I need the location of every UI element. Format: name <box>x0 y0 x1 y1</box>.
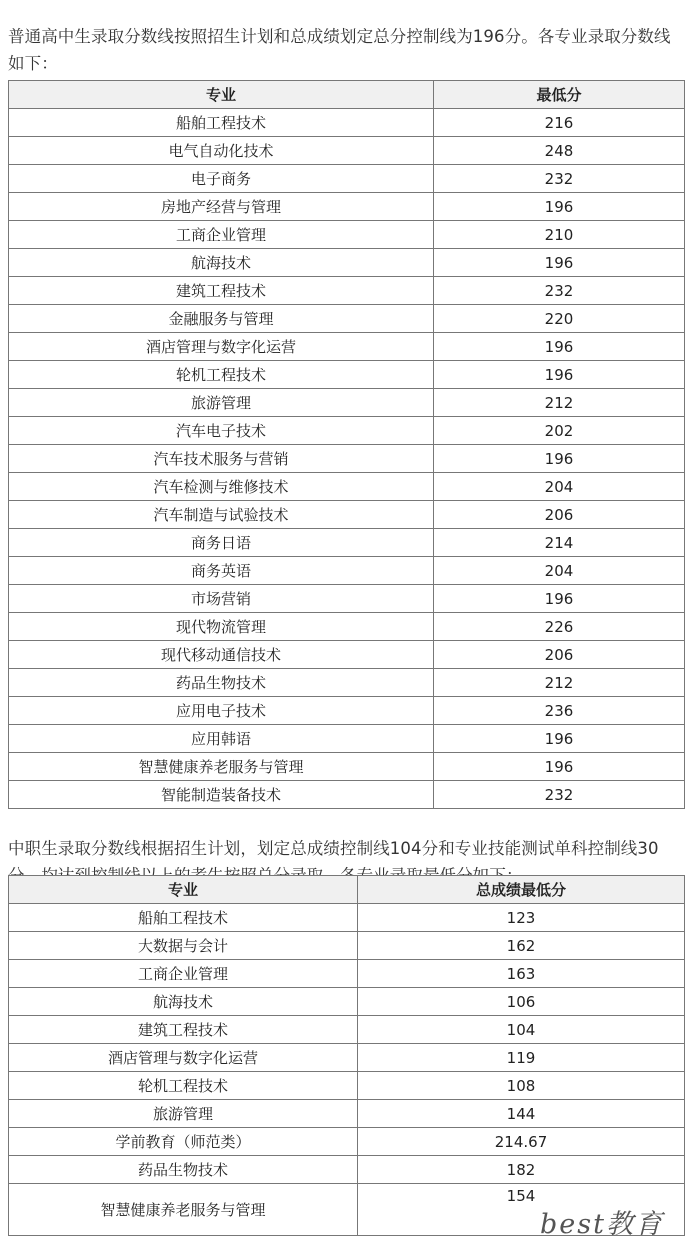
watermark-logo: best教育 <box>540 1209 664 1240</box>
table-row <box>9 557 685 585</box>
major-cell: 建筑工程技术 <box>9 1016 358 1044</box>
score-cell: 106 <box>358 988 685 1016</box>
major-cell: 大数据与会计 <box>9 932 358 960</box>
table-row <box>9 585 685 613</box>
column-header-min-score: 最低分 <box>434 81 685 109</box>
score-cell: 206 <box>434 501 685 529</box>
major-cell: 工商企业管理 <box>9 960 358 988</box>
table-row <box>9 193 685 221</box>
major-cell: 市场营销 <box>9 585 434 613</box>
score-cell: 232 <box>434 781 685 809</box>
major-cell: 商务英语 <box>9 557 434 585</box>
table-row <box>9 613 685 641</box>
table-row <box>9 501 685 529</box>
table-row <box>9 1128 685 1156</box>
score-cell: 196 <box>434 445 685 473</box>
table-row <box>9 165 685 193</box>
table-row <box>9 960 685 988</box>
score-cell: 214.67 <box>358 1128 685 1156</box>
major-cell: 酒店管理与数字化运营 <box>9 333 434 361</box>
major-cell: 旅游管理 <box>9 1100 358 1128</box>
score-cell: 212 <box>434 389 685 417</box>
score-cell: 163 <box>358 960 685 988</box>
table-row <box>9 473 685 501</box>
major-cell: 航海技术 <box>9 988 358 1016</box>
major-cell: 电子商务 <box>9 165 434 193</box>
table-row <box>9 932 685 960</box>
score-cell: 196 <box>434 249 685 277</box>
table-row <box>9 1100 685 1128</box>
table-row <box>9 221 685 249</box>
table-row <box>9 305 685 333</box>
table-row <box>9 445 685 473</box>
score-cell: 202 <box>434 417 685 445</box>
vocational-intro-paragraph: 中职生录取分数线根据招生计划，划定总成绩控制线104分和专业技能测试单科控制线30 <box>8 838 659 858</box>
major-cell: 旅游管理 <box>9 389 434 417</box>
table-row <box>9 1156 685 1184</box>
major-cell: 智慧健康养老服务与管理 <box>9 1184 358 1236</box>
major-cell: 船舶工程技术 <box>9 109 434 137</box>
major-cell: 汽车检测与维修技术 <box>9 473 434 501</box>
table-row <box>9 333 685 361</box>
major-cell: 汽车电子技术 <box>9 417 434 445</box>
score-cell: 182 <box>358 1156 685 1184</box>
vocational-admission-table <box>8 875 685 1236</box>
major-cell: 药品生物技术 <box>9 1156 358 1184</box>
score-cell: 196 <box>434 753 685 781</box>
score-cell: 232 <box>434 165 685 193</box>
table-row <box>9 361 685 389</box>
score-cell: 204 <box>434 473 685 501</box>
table-row <box>9 137 685 165</box>
general-admission-table <box>8 80 685 809</box>
major-cell: 现代移动通信技术 <box>9 641 434 669</box>
table-row <box>9 988 685 1016</box>
score-cell: 214 <box>434 529 685 557</box>
score-cell: 216 <box>434 109 685 137</box>
major-cell: 轮机工程技术 <box>9 361 434 389</box>
table-row <box>9 753 685 781</box>
major-cell: 汽车技术服务与营销 <box>9 445 434 473</box>
column-header-major: 专业 <box>9 876 358 904</box>
score-cell: 154 <box>358 1184 685 1236</box>
score-cell: 108 <box>358 1072 685 1100</box>
major-cell: 轮机工程技术 <box>9 1072 358 1100</box>
major-cell: 应用韩语 <box>9 725 434 753</box>
table-header-row <box>9 876 685 904</box>
major-cell: 航海技术 <box>9 249 434 277</box>
score-cell: 196 <box>434 361 685 389</box>
table-row <box>9 725 685 753</box>
column-header-major: 专业 <box>9 81 434 109</box>
score-cell: 212 <box>434 669 685 697</box>
score-cell: 196 <box>434 585 685 613</box>
major-cell: 应用电子技术 <box>9 697 434 725</box>
major-cell: 汽车制造与试验技术 <box>9 501 434 529</box>
major-cell: 建筑工程技术 <box>9 277 434 305</box>
major-cell: 工商企业管理 <box>9 221 434 249</box>
score-cell: 220 <box>434 305 685 333</box>
table-row <box>9 1044 685 1072</box>
score-cell: 162 <box>358 932 685 960</box>
score-cell: 104 <box>358 1016 685 1044</box>
score-cell: 226 <box>434 613 685 641</box>
major-cell: 智慧健康养老服务与管理 <box>9 753 434 781</box>
table-row <box>9 529 685 557</box>
table-row <box>9 417 685 445</box>
table-row <box>9 109 685 137</box>
major-cell: 现代物流管理 <box>9 613 434 641</box>
table-row <box>9 641 685 669</box>
table-row <box>9 1072 685 1100</box>
major-cell: 学前教育（师范类） <box>9 1128 358 1156</box>
table-row <box>9 781 685 809</box>
score-cell: 232 <box>434 277 685 305</box>
table-row <box>9 904 685 932</box>
score-cell: 248 <box>434 137 685 165</box>
major-cell: 房地产经营与管理 <box>9 193 434 221</box>
score-cell: 119 <box>358 1044 685 1072</box>
major-cell: 金融服务与管理 <box>9 305 434 333</box>
general-intro-paragraph: 普通高中生录取分数线按照招生计划和总成绩划定总分控制线为196分。各专业录取分数线如下： <box>8 26 671 73</box>
score-cell: 196 <box>434 725 685 753</box>
score-cell: 123 <box>358 904 685 932</box>
major-cell: 酒店管理与数字化运营 <box>9 1044 358 1072</box>
major-cell: 电气自动化技术 <box>9 137 434 165</box>
table-header-row <box>9 81 685 109</box>
major-cell: 智能制造装备技术 <box>9 781 434 809</box>
score-cell: 236 <box>434 697 685 725</box>
table-row <box>9 277 685 305</box>
major-cell: 商务日语 <box>9 529 434 557</box>
table-row <box>9 669 685 697</box>
score-cell: 206 <box>434 641 685 669</box>
score-cell: 204 <box>434 557 685 585</box>
table-row <box>9 389 685 417</box>
score-cell: 144 <box>358 1100 685 1128</box>
major-cell: 药品生物技术 <box>9 669 434 697</box>
table-row <box>9 249 685 277</box>
table-row <box>9 697 685 725</box>
score-cell: 196 <box>434 333 685 361</box>
score-cell: 196 <box>434 193 685 221</box>
column-header-total-min-score: 总成绩最低分 <box>358 876 685 904</box>
score-cell: 210 <box>434 221 685 249</box>
major-cell: 船舶工程技术 <box>9 904 358 932</box>
table-row <box>9 1016 685 1044</box>
